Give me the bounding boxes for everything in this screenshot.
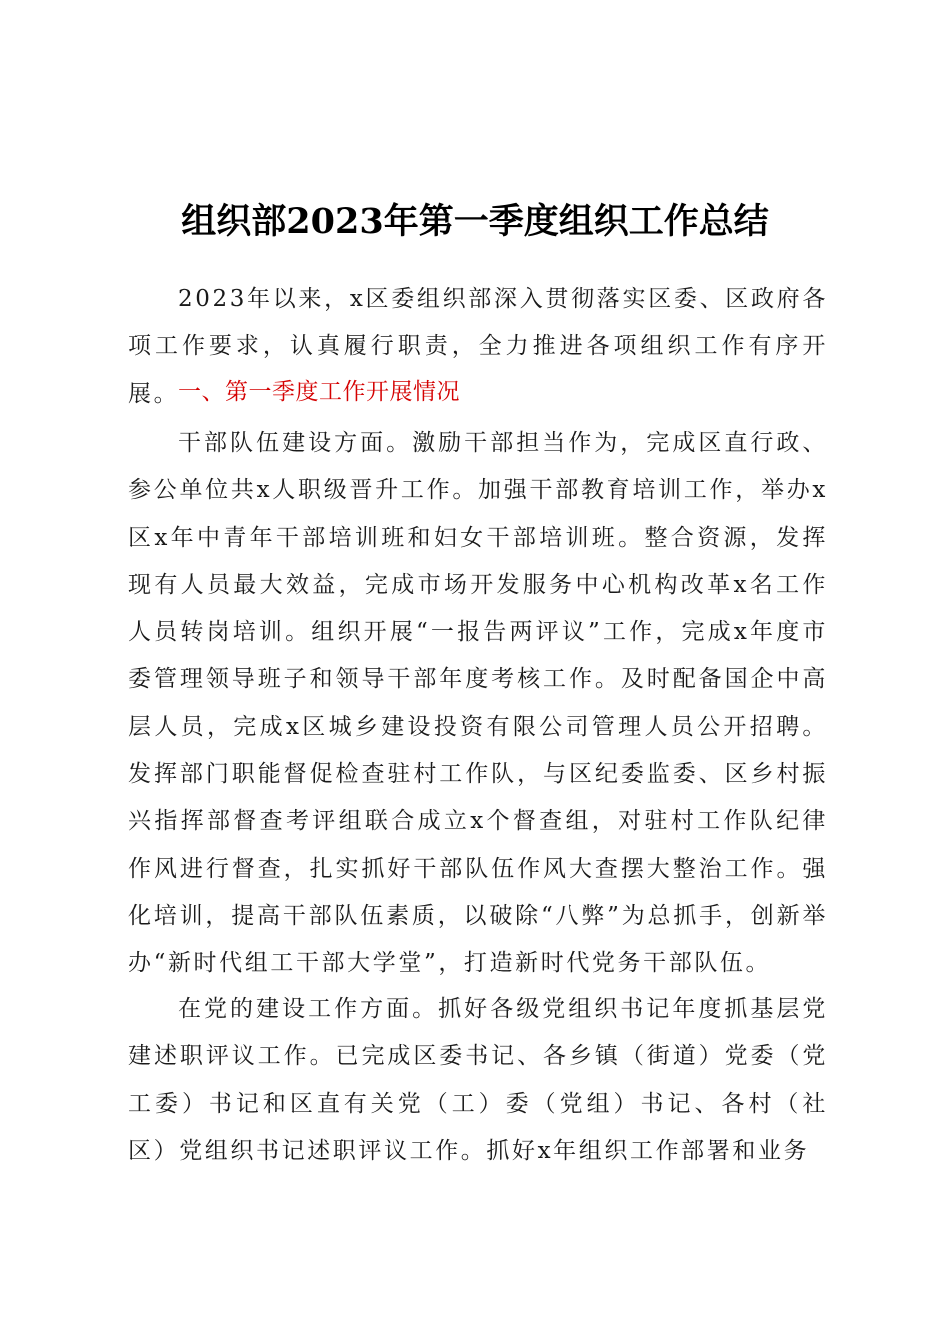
section-heading: 一、第一季度工作开展情况 — [178, 379, 460, 405]
document-title: 组织部2023年第一季度组织工作总结 — [181, 201, 769, 242]
party-building-paragraph: 在党的建设工作方面。抓好各级党组织书记年度抓基层党建述职评议工作。已完成区委书记、各乡镇（街道）党委（党工委）书记和区直有关党（工）委（党组）书记、各村（社区）党组织书记述职评议工作。抓好x年组织工作部署和业务 — [128, 996, 828, 1164]
intro-paragraph: 2023年以来，x区委组织部深入贯彻落实区委、区政府各项工作要求，认真履行职责，全力推进各项组织工作有序开展。 — [128, 286, 828, 407]
cadre-paragraph: 干部队伍建设方面。激励干部担当作为，完成区直行政、参公单位共x人职级晋升工作。加强干部教育培训工作，举办x区x年中青年干部培训班和妇女干部培训班。整合资源，发挥现有人员最大效益，完成市场开发服务中心机构改革x名工作人员转岗培训。组织开展“一报告两评议”工作，完成x年度市委管理领导班子和领导干部年度考核工作。及时配备国企中高层人员，完成x区城乡建设投资有限公司管理人员公开招聘。发挥部门职能督促检查驻村工作队，与区纪委监委、区乡村振兴指挥部督查考评组联合成立x个督查组，对驻村工作队纪律作风进行督查，扎实抓好干部队伍作风大查摆大整治工作。强化培训，提高干部队伍素质，以破除“八弊”为总抓手，创新举办“新时代组工干部大学堂”，打造新时代党务干部队伍。 — [128, 430, 828, 977]
